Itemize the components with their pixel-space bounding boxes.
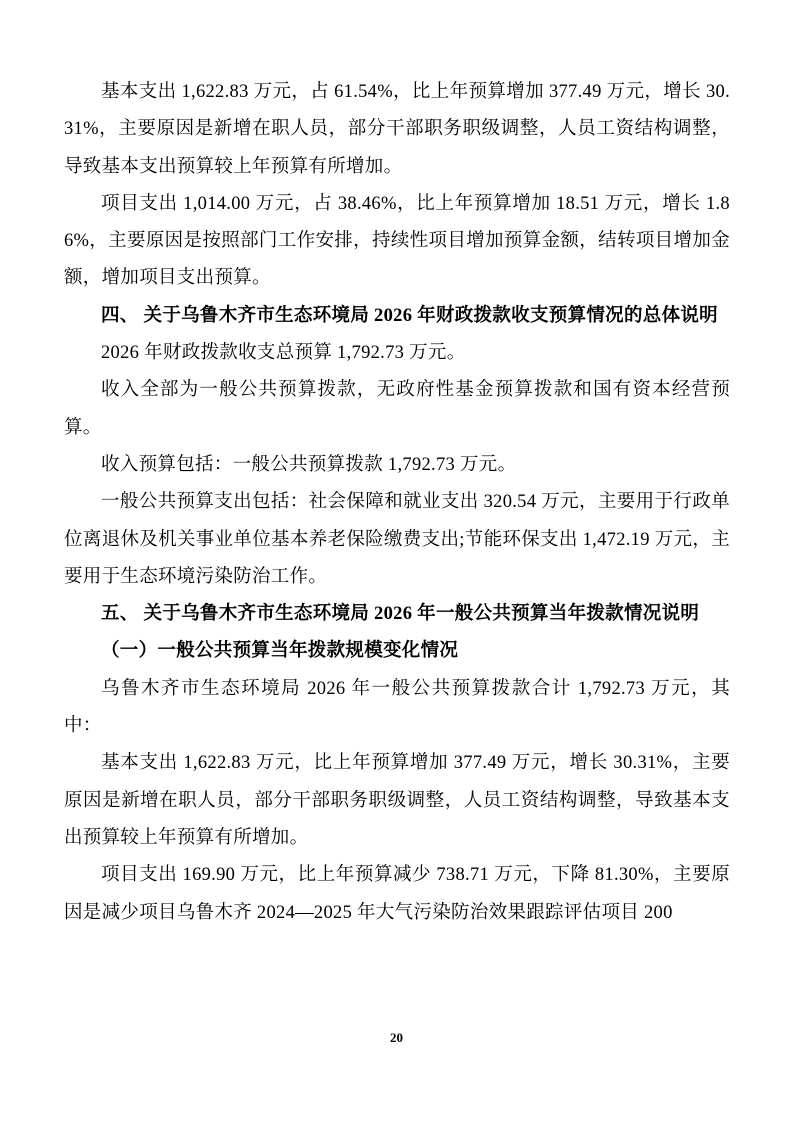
paragraph-project-expenditure-change: 项目支出 169.90 万元，比上年预算减少 738.71 万元，下降 81.30%，主要原因是减少项目乌鲁木齐 2024—2025 年大气污染防治效果跟踪评估项目 200 <box>64 865 730 923</box>
paragraph-project-expenditure-overall: 项目支出 1,014.00 万元，占 38.46%，比上年预算增加 18.51 万元，增长 1.86%，主要原因是按照部门工作安排，持续性项目增加预算金额，结转项目增加金额，增加项目支出预算。 <box>64 193 730 289</box>
paragraph-expenditure-breakdown: 一般公共预算支出包括：社会保障和就业支出 320.54 万元，主要用于行政单位离退休及机关事业单位基本养老保险缴费支出;节能环保支出 1,472.19 万元，主要用于生态环境污染防治工作。 <box>64 492 730 587</box>
section-heading-5: 五、 关于乌鲁木齐市生态环境局 2026 年一般公共预算当年拨款情况说明 <box>101 604 700 625</box>
paragraph-basic-expenditure-change: 基本支出 1,622.83 万元，比上年预算增加 377.49 万元，增长 30.31%，主要原因是新增在职人员，部分干部职务职级调整，人员工资结构调整，导致基本支出预算较上年预算有所增加。 <box>64 753 730 848</box>
paragraph-total-fiscal-budget: 2026 年财政拨款收支总预算 1,792.73 万元。 <box>101 343 466 364</box>
paragraph-income-source: 收入全部为一般公共预算拨款，无政府性基金预算拨款和国有资本经营预算。 <box>64 380 730 438</box>
document-body <box>64 74 730 932</box>
section-heading-4: 四、 关于乌鲁木齐市生态环境局 2026 年财政拨款收支预算情况的总体说明 <box>101 305 718 326</box>
paragraph-basic-expenditure-overall: 基本支出 1,622.83 万元，占 61.54%，比上年预算增加 377.49 万元，增长 30.31%，主要原因是新增在职人员，部分干部职务职级调整，人员工资结构调整，导致基本支出预算较上年预算有所增加。 <box>64 82 730 177</box>
paragraph-income-budget-detail: 收入预算包括：一般公共预算拨款 1,792.73 万元。 <box>101 454 517 475</box>
subsection-heading-1: （一）一般公共预算当年拨款规模变化情况 <box>101 641 459 662</box>
page-number: 20 <box>390 1030 403 1045</box>
paragraph-general-budget-total: 乌鲁木齐市生态环境局 2026 年一般公共预算拨款合计 1,792.73 万元，其中： <box>64 678 730 737</box>
